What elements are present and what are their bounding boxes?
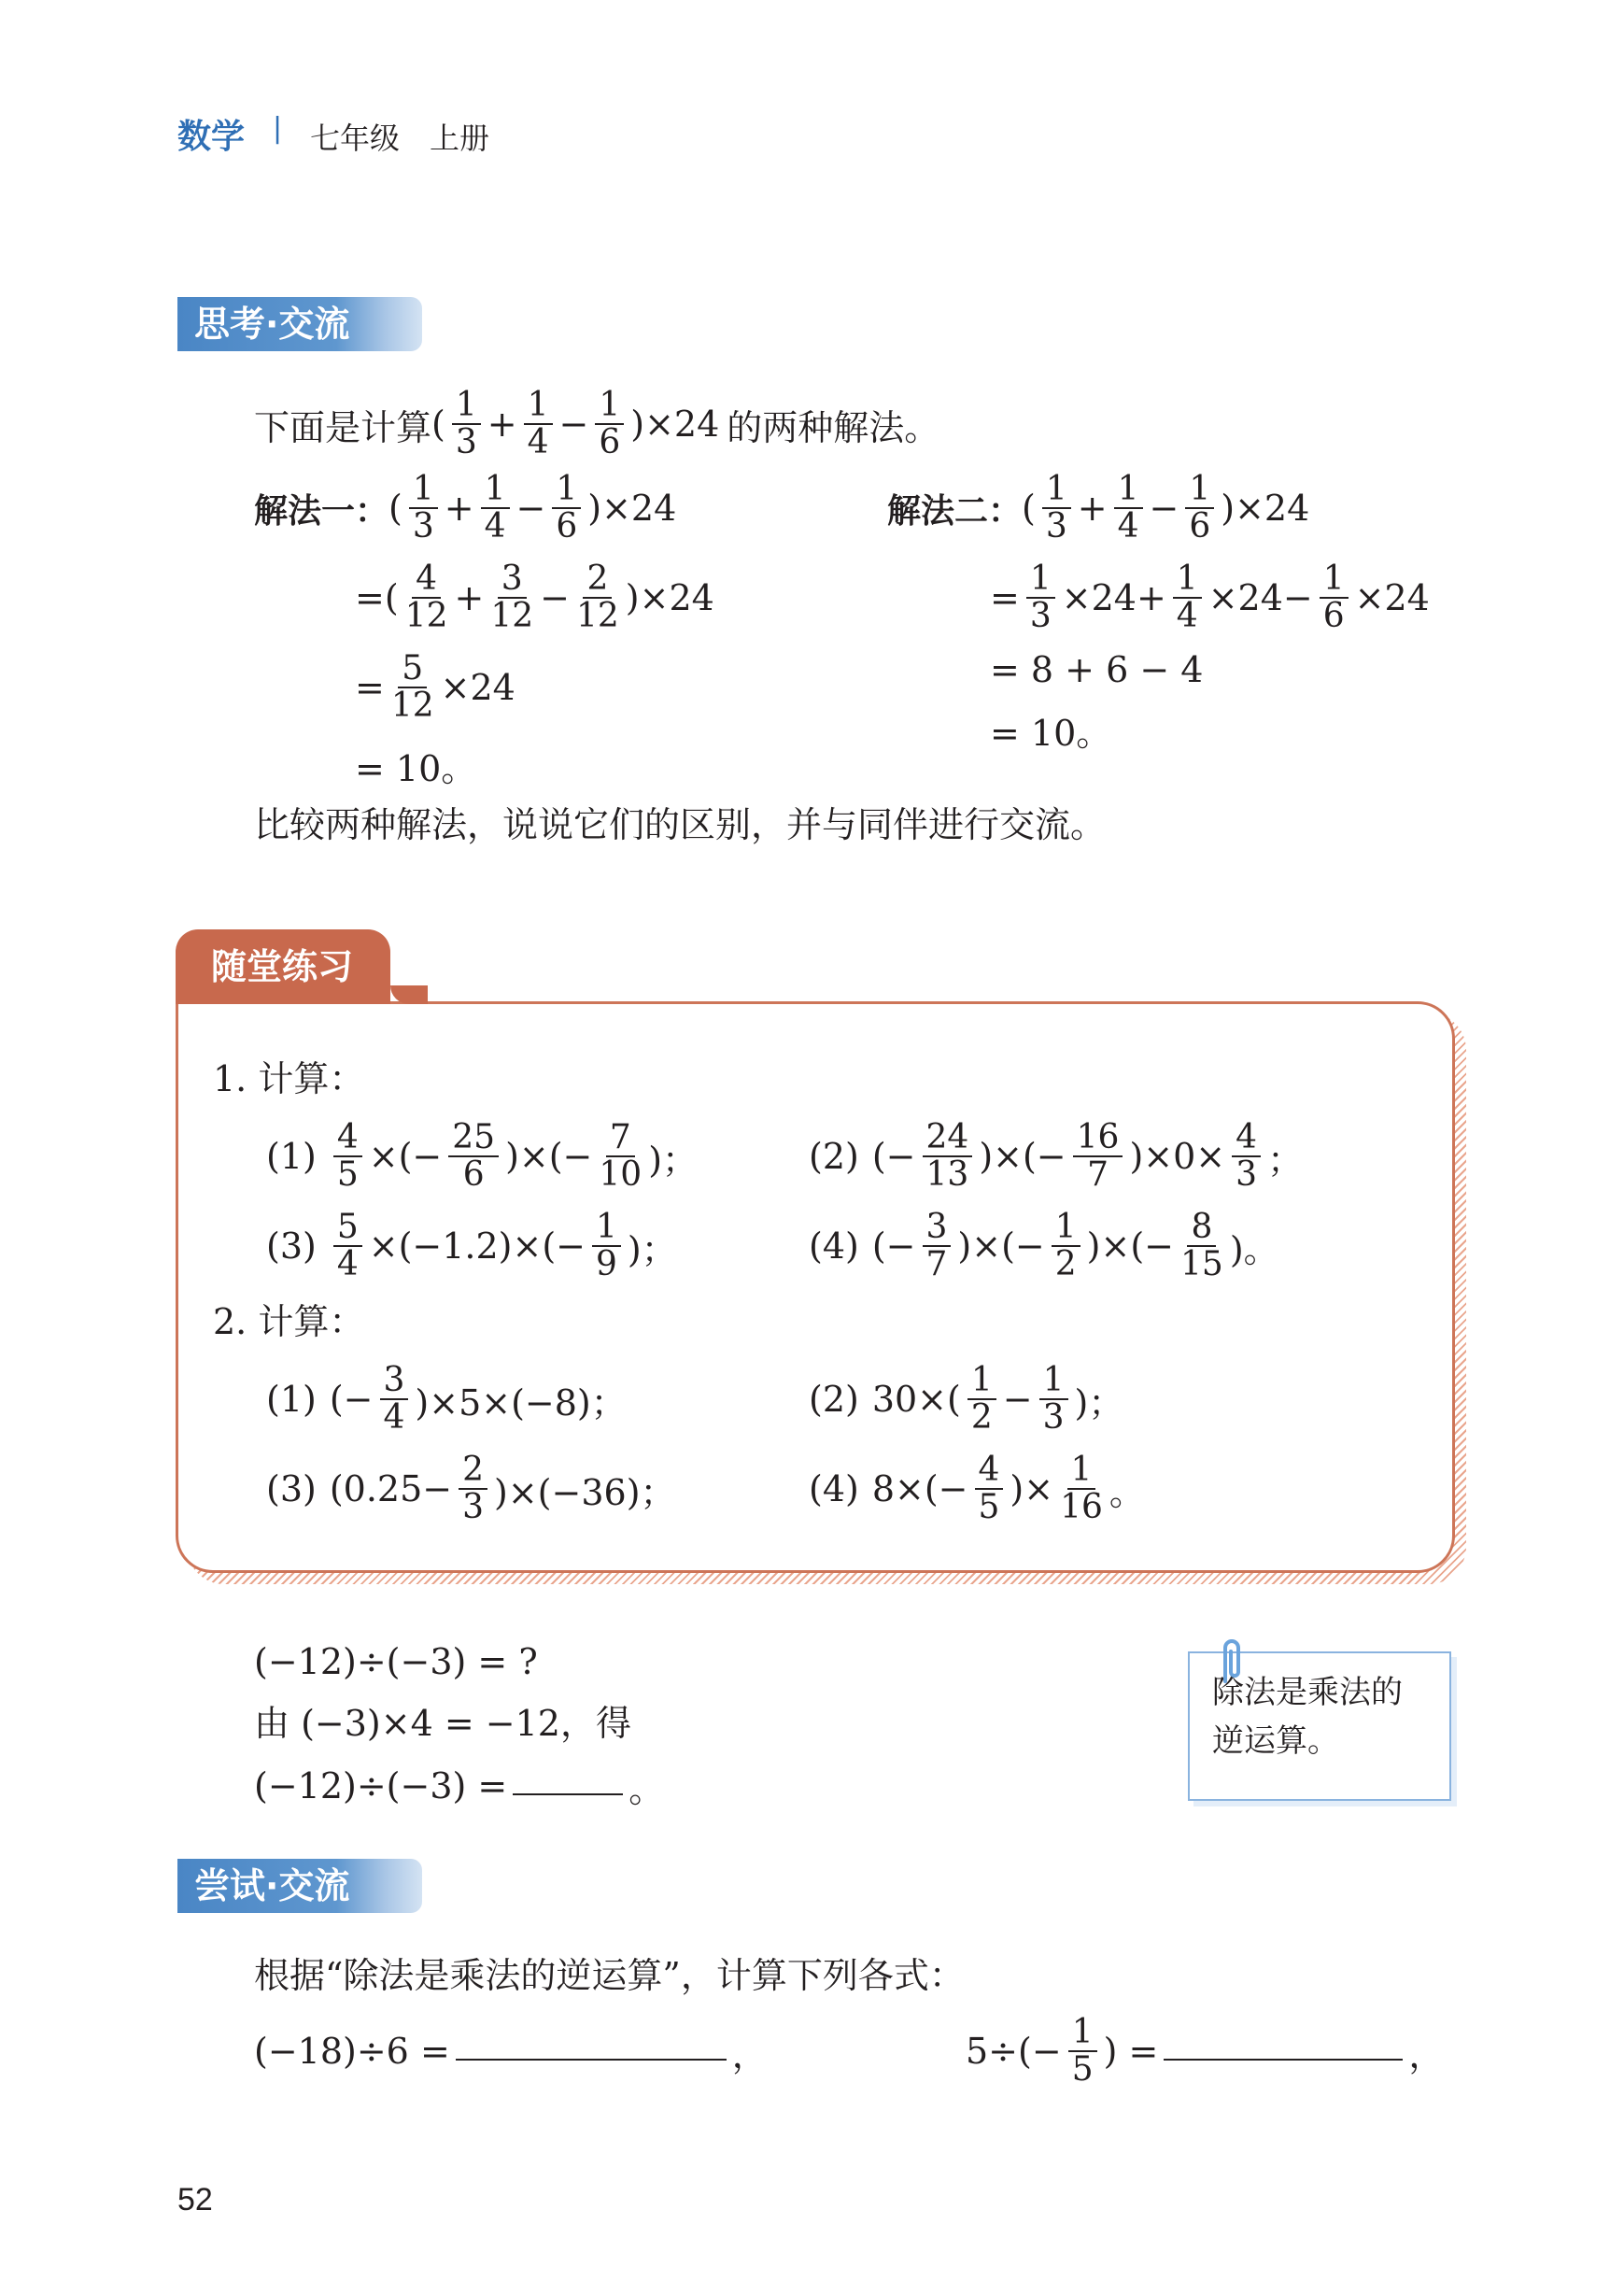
- subject-label: 数学: [177, 118, 246, 156]
- conclusion-text: 比较两种解法，说说它们的区别，并与同伴进行交流。: [254, 804, 1107, 845]
- q1-1: (1) $\frac{4}{5}$ ×(− $\frac{25}{6}$ )×(− $\frac{7}{10}$ )；: [266, 1118, 699, 1194]
- solution1-line2: =( $\frac{4}{12}$ + $\frac{3}{12}$ − $\frac{2}{12}$ )×24: [355, 560, 714, 635]
- q2-label: 2. 计算：: [213, 1301, 365, 1342]
- solution2-step2: = 8 + 6 − 4: [990, 649, 1204, 690]
- header-separator: |: [273, 112, 283, 145]
- practice-tab: 随堂练习: [176, 929, 390, 1004]
- solution1-line3: = $\frac{5}{12}$ ×24: [355, 649, 515, 725]
- section-title-try: 尝试·交流: [177, 1859, 422, 1913]
- solution1-line1: 解法一： ( $\frac{1}{3}$ + $\frac{1}{4}$ − $\frac{1}{6}$ )×24: [254, 470, 677, 545]
- solution2-result: = 10。: [990, 713, 1112, 754]
- q2-1: (1) (− $\frac{3}{4}$ )×5×(−8)；: [266, 1361, 627, 1437]
- solution2-label: 解法二：: [887, 491, 1023, 531]
- solution2-line1: 解法二： ( $\frac{1}{3}$ + $\frac{1}{4}$ − $\frac{1}{6}$ )×24: [887, 470, 1310, 545]
- exercise2-answer-blank[interactable]: [1164, 2042, 1403, 2061]
- intro-line: 下面是计算 ( $\frac{1}{3}$ + $\frac{1}{4}$ − $\frac{1}{6}$ )×24 的两种解法。: [254, 386, 940, 461]
- q1-label: 1. 计算：: [213, 1058, 365, 1099]
- section-title-think: 思考·交流: [177, 297, 422, 351]
- exercise2: 5÷(− $\frac{1}{5}$ ) = ，: [966, 2013, 1445, 2089]
- q1-2: (2) (− $\frac{24}{13}$ )×(− $\frac{16}{7}$ )×0× $\frac{4}{3}$ ；: [809, 1118, 1304, 1194]
- page-number: 52: [177, 2182, 213, 2217]
- q1-4: (4) (− $\frac{3}{7}$ )×(− $\frac{1}{2}$ )×(− $\frac{8}{15}$ )。: [809, 1208, 1279, 1283]
- paperclip-icon: [1216, 1636, 1248, 1685]
- volume-label: 上册: [430, 120, 490, 156]
- section2-intro: 根据“除法是乘法的逆运算”，计算下列各式：: [254, 1955, 965, 1996]
- solution1-label: 解法一：: [254, 491, 389, 531]
- exercise1-answer-blank[interactable]: [456, 2042, 727, 2061]
- division-line1: (−12)÷(−3) = ?: [254, 1641, 538, 1682]
- side-note: 除法是乘法的逆运算。: [1188, 1651, 1451, 1801]
- division-line3: (−12)÷(−3) = 。: [254, 1765, 665, 1810]
- q2-2: (2) 30×( $\frac{1}{2}$ − $\frac{1}{3}$ )；: [809, 1361, 1124, 1437]
- exercise1: (−18)÷6 = ，: [254, 2031, 768, 2075]
- solution2-line2: = $\frac{1}{3}$ ×24+ $\frac{1}{4}$ ×24− $\frac{1}{6}$ ×24: [990, 560, 1430, 635]
- grade-label: 七年级: [310, 120, 401, 156]
- division-answer-blank[interactable]: [513, 1777, 623, 1795]
- q2-4: (4) 8×(− $\frac{4}{5}$ )× $\frac{1}{16}$ 。: [809, 1451, 1145, 1526]
- division-line2: 由 (−3)×4 = −12，得: [254, 1703, 631, 1744]
- q2-3: (3) (0.25− $\frac{2}{3}$ )×(−36)；: [266, 1451, 676, 1526]
- solution1-result: = 10。: [355, 748, 477, 789]
- q1-3: (3) $\frac{5}{4}$ ×(−1.2)×(− $\frac{1}{9}$ )；: [266, 1208, 677, 1283]
